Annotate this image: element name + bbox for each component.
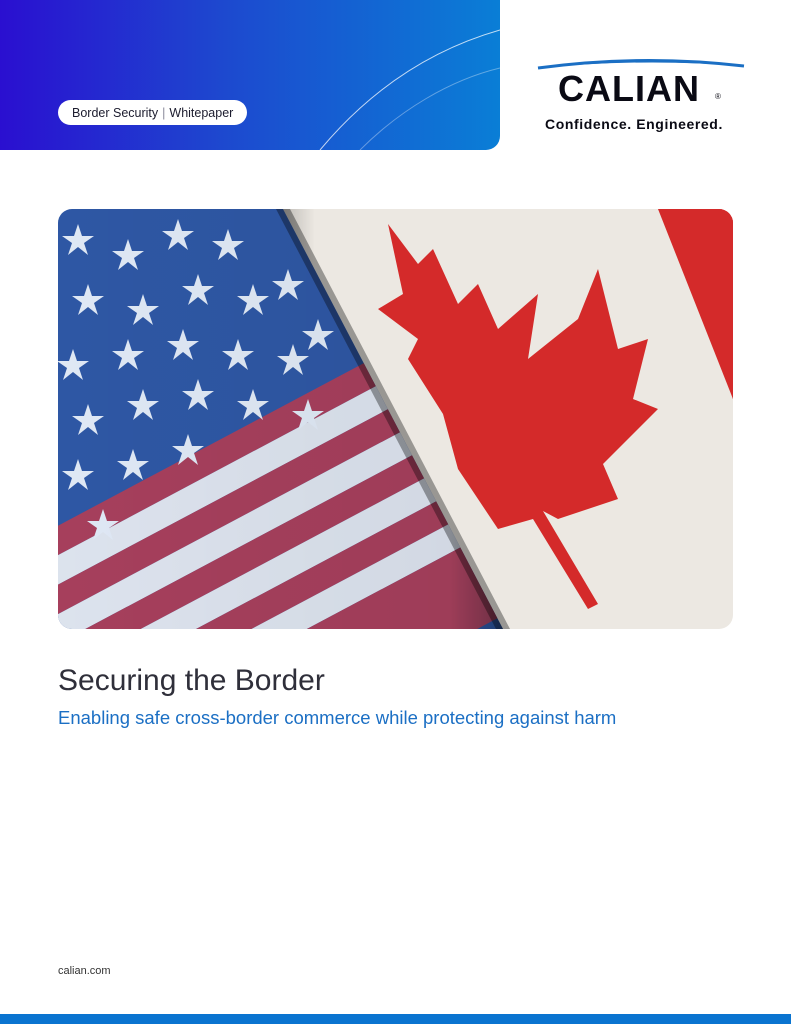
calian-logo bbox=[536, 56, 746, 136]
footer-website-link[interactable]: calian.com bbox=[58, 965, 111, 977]
footer-accent-bar bbox=[0, 1014, 791, 1024]
category-label: Border Security bbox=[72, 105, 159, 120]
category-tag bbox=[58, 100, 247, 125]
hero-flags-image bbox=[58, 209, 733, 629]
document-subtitle: Enabling safe cross-border commerce while protecting against harm bbox=[58, 707, 617, 728]
tag-separator: | bbox=[162, 105, 166, 120]
document-title: Securing the Border bbox=[58, 664, 325, 697]
decorative-arc-lines bbox=[0, 0, 500, 150]
header-banner bbox=[0, 0, 500, 150]
registered-mark: ® bbox=[715, 92, 721, 101]
logo-tagline: Confidence. Engineered. bbox=[545, 116, 723, 132]
document-type-label: Whitepaper bbox=[169, 105, 234, 120]
logo-wordmark: CALIAN bbox=[558, 68, 700, 109]
